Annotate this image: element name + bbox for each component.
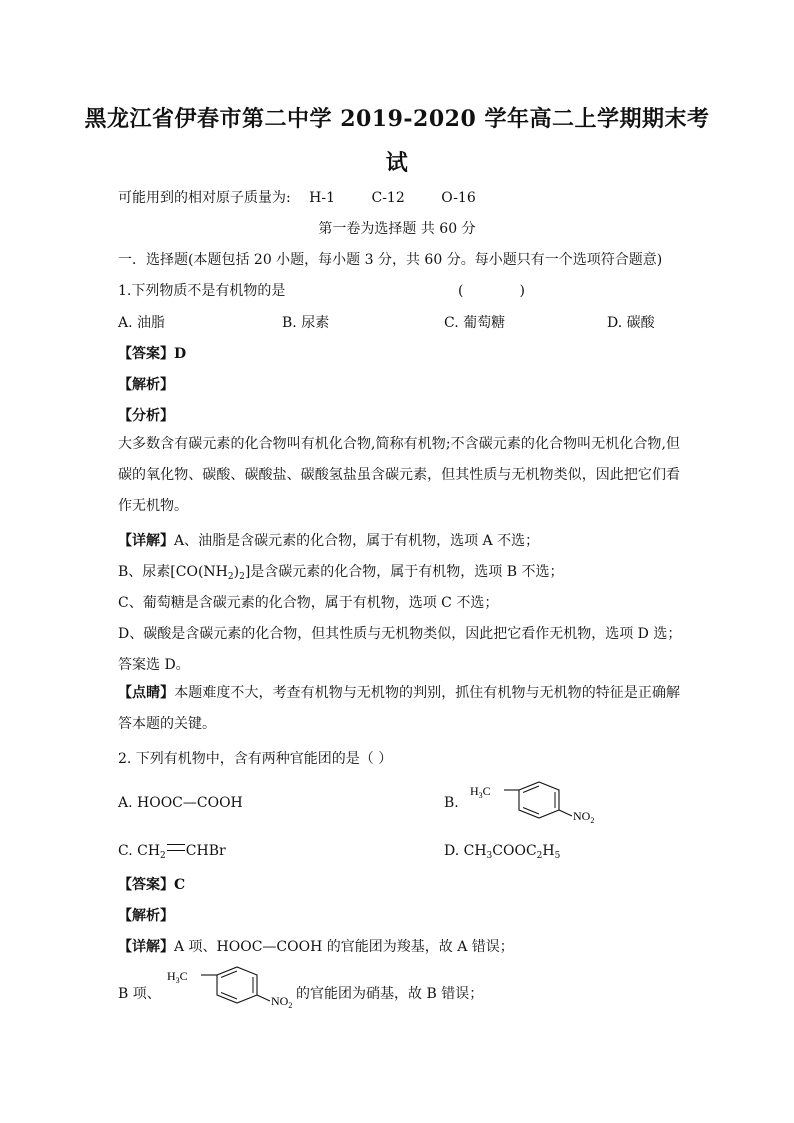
mass-c: C-12	[371, 190, 405, 206]
question-2-jiexi-label: 【解析】	[118, 908, 174, 924]
option-d-part: D. CH	[444, 843, 487, 859]
benzene-ring	[217, 967, 257, 1003]
question-1-text: 1.下列物质不是有机物的是	[118, 283, 286, 299]
question-2-detail-b-prefix: B 项、	[118, 986, 161, 1002]
question-2-option-a: A. HOOC—COOH	[118, 795, 243, 811]
question-2-answer: 【答案】C	[118, 877, 186, 893]
option-d-part: H	[542, 843, 555, 859]
question-1-fenxi-label: 【分析】	[118, 408, 174, 424]
nitro-bond	[257, 995, 270, 1001]
detail-label: 【详解】	[118, 533, 174, 549]
option-d-part: COOC	[492, 843, 537, 859]
mass-h: H-1	[309, 190, 336, 206]
dianjing-label: 【点睛】	[118, 685, 175, 701]
question-1-stem	[118, 280, 285, 300]
option-c-part: CHBr	[185, 843, 226, 859]
toluene-nitro-structure-detail	[163, 963, 313, 1011]
benzene-ring	[519, 782, 559, 818]
question-1-detail-c: C、葡萄糖是含碳元素的化合物，属于有机物，选项 C 不选；	[118, 595, 499, 611]
question-1-option-a: A. 油脂	[118, 315, 166, 331]
nitro-label: $NO_2$	[573, 809, 595, 825]
question-2-option-d	[444, 843, 560, 859]
page-title: 黑龙江省伊春市第二中学 2019-2020 学年高二上学期期末考	[84, 106, 710, 132]
section-header: 第一卷为选择题 共 60 分	[318, 221, 476, 237]
atomic-masses-label: 可能用到的相对原子质量为:	[118, 190, 291, 206]
dianjing-text: 本题难度不大，考查有机物与无机物的判别，抓住有机物与无机物的特征是正确解答本题的关键。	[118, 685, 681, 732]
question-2-option-c	[118, 843, 226, 859]
question-2-detail-a	[118, 936, 514, 956]
detail-a-text: A、油脂是含碳元素的化合物，属于有机物，选项 A 不选；	[174, 533, 540, 549]
question-2-option-b-label: B.	[444, 795, 459, 811]
nitro-bond	[559, 810, 572, 816]
option-d-sub: 3	[486, 851, 493, 861]
detail-b-sub: 2	[239, 572, 245, 582]
atomic-masses	[118, 187, 476, 207]
detail-a-text: A 项、HOOC—COOH 的官能团为羧基，故 A 错误；	[174, 939, 514, 955]
question-1-answer: 【答案】D	[118, 346, 187, 362]
question-1-option-b: B. 尿素	[282, 315, 330, 331]
mass-o: O-16	[441, 190, 476, 206]
option-d-sub: 5	[554, 851, 561, 861]
option-d-sub: 2	[536, 851, 543, 861]
question-1-blank: ( )	[458, 283, 525, 299]
detail-b-part: )	[233, 564, 240, 580]
option-c-sub: 2	[160, 851, 166, 861]
section-intro: 一．选择题(本题包括 20 小题，每小题 3 分，共 60 分。每小题只有一个选项符合题意)	[118, 252, 663, 268]
methyl-label: $H_3C$	[167, 969, 188, 985]
detail-label: 【详解】	[118, 939, 174, 955]
option-c-part: C. CH	[118, 843, 161, 859]
question-1-detail-a	[118, 530, 539, 550]
question-1-dianjing	[118, 678, 680, 740]
question-1-detail-b	[118, 561, 563, 581]
question-1-conclusion: 答案选 D。	[118, 657, 190, 673]
question-1-detail-d: D、碳酸是含碳元素的化合物，但其性质与无机物类似，因此把它看作无机物，选项 D 选；	[118, 626, 682, 642]
detail-b-sub: 2	[227, 572, 234, 582]
question-2-detail-b-text: 的官能团为硝基，故 B 错误；	[296, 986, 484, 1002]
question-1-option-d: D. 碳酸	[607, 315, 655, 331]
question-1-option-c: C. 葡萄糖	[444, 315, 506, 331]
detail-b-part: ]是含碳元素的化合物，属于有机物，选项 B 不选；	[244, 564, 564, 580]
nitro-label: $NO_2$	[271, 994, 293, 1010]
double-bond-symbol	[167, 844, 185, 851]
methyl-label: $H_3C$	[470, 784, 491, 800]
question-1-analysis-text: 大多数含有碳元素的化合物叫有机化合物,简称有机物;不含碳元素的化合物叫无机化合物,但碳的氧化物、碳酸、碳酸盐、碳酸氢盐虽含碳元素，但其性质与无机物类似，因此把它们看作无机物。	[118, 436, 680, 514]
detail-b-part: B、尿素[CO(NH	[118, 564, 228, 580]
page-title-continued: 试	[385, 150, 409, 176]
question-1-jiexi-label: 【解析】	[118, 377, 174, 393]
question-2-stem: 2. 下列有机物中，含有两种官能团的是（ ）	[118, 751, 393, 767]
toluene-nitro-structure-option-b	[464, 778, 614, 826]
